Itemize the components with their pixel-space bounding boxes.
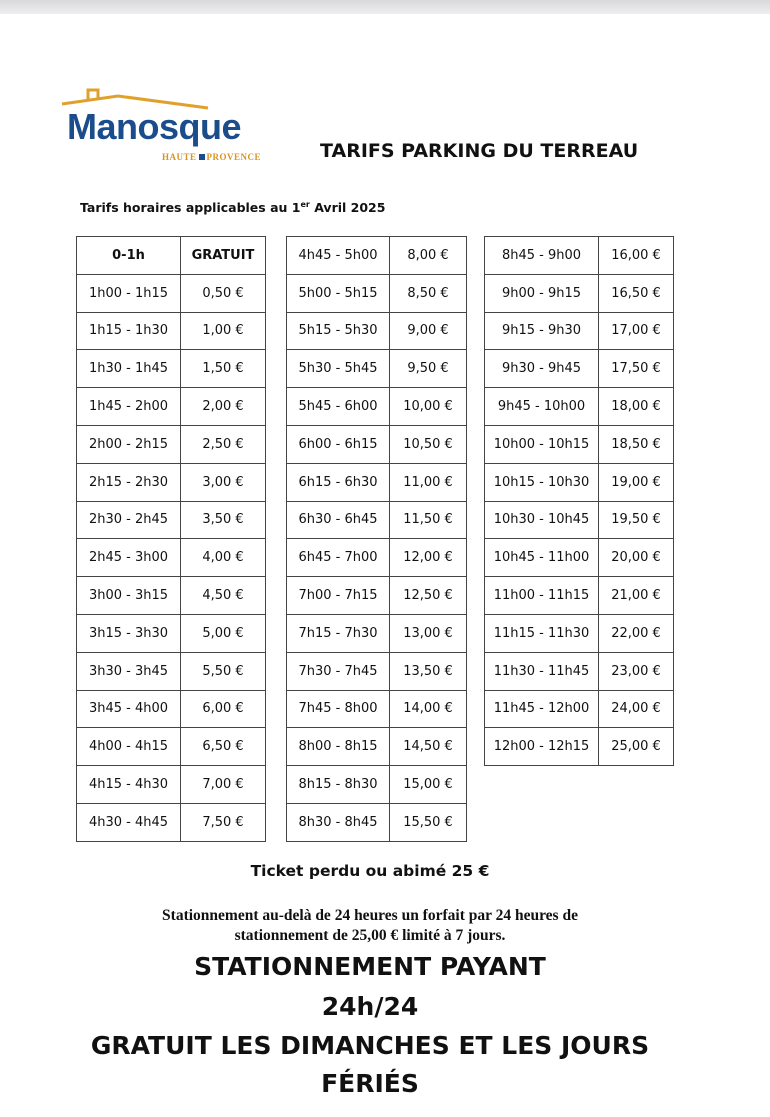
price-cell: GRATUIT	[181, 237, 266, 275]
price-cell: 7,50 €	[181, 803, 266, 841]
table-row	[287, 577, 467, 615]
price-cell: 15,00 €	[390, 766, 467, 804]
table-row	[77, 614, 266, 652]
table-row	[485, 539, 674, 577]
price-cell: 12,50 €	[390, 577, 467, 615]
duration-cell: 9h00 - 9h15	[485, 274, 599, 312]
price-cell: 8,50 €	[390, 274, 467, 312]
price-cell: 2,00 €	[181, 388, 266, 426]
price-cell: 23,00 €	[599, 652, 674, 690]
page-title: TARIFS PARKING DU TERREAU	[320, 140, 639, 162]
price-cell: 10,00 €	[390, 388, 467, 426]
table-row	[287, 425, 467, 463]
price-cell: 16,00 €	[599, 237, 674, 275]
table-row	[77, 690, 266, 728]
table-row	[287, 274, 467, 312]
duration-cell: 8h15 - 8h30	[287, 766, 390, 804]
price-cell: 18,00 €	[599, 388, 674, 426]
price-cell: 3,00 €	[181, 463, 266, 501]
duration-cell: 9h15 - 9h30	[485, 312, 599, 350]
duration-cell: 6h15 - 6h30	[287, 463, 390, 501]
tariff-table-1	[76, 236, 266, 842]
duration-cell: 7h15 - 7h30	[287, 614, 390, 652]
price-cell: 1,00 €	[181, 312, 266, 350]
table-row	[485, 350, 674, 388]
tariff-table-2	[286, 236, 467, 842]
table-row	[77, 274, 266, 312]
duration-cell: 8h30 - 8h45	[287, 803, 390, 841]
table-row	[287, 350, 467, 388]
duration-cell: 2h15 - 2h30	[77, 463, 181, 501]
duration-cell: 11h45 - 12h00	[485, 690, 599, 728]
table-row	[485, 463, 674, 501]
lost-ticket-notice: Ticket perdu ou abimé 25 €	[250, 862, 490, 880]
tariff-table-3	[484, 236, 674, 766]
duration-cell: 8h00 - 8h15	[287, 728, 390, 766]
subtitle-date: Avril 2025	[309, 200, 386, 215]
duration-cell: 1h00 - 1h15	[77, 274, 181, 312]
price-cell: 19,50 €	[599, 501, 674, 539]
table-row	[287, 388, 467, 426]
price-cell: 7,00 €	[181, 766, 266, 804]
price-cell: 1,50 €	[181, 350, 266, 388]
table-row	[485, 312, 674, 350]
price-cell: 9,00 €	[390, 312, 467, 350]
price-cell: 19,00 €	[599, 463, 674, 501]
subtitle-superscript: er	[300, 200, 310, 209]
table-row	[77, 350, 266, 388]
price-cell: 10,50 €	[390, 425, 467, 463]
price-cell: 14,50 €	[390, 728, 467, 766]
table-row	[77, 501, 266, 539]
duration-cell: 5h30 - 5h45	[287, 350, 390, 388]
price-cell: 6,00 €	[181, 690, 266, 728]
duration-cell: 1h15 - 1h30	[77, 312, 181, 350]
page-subtitle	[80, 200, 385, 215]
subtitle-text: Tarifs horaires applicables au 1	[80, 200, 301, 215]
price-cell: 2,50 €	[181, 425, 266, 463]
price-cell: 17,00 €	[599, 312, 674, 350]
table-row	[287, 539, 467, 577]
table-row	[287, 728, 467, 766]
duration-cell: 8h45 - 9h00	[485, 237, 599, 275]
table-row	[77, 766, 266, 804]
table-row	[485, 274, 674, 312]
duration-cell: 6h45 - 7h00	[287, 539, 390, 577]
table-row	[287, 652, 467, 690]
price-cell: 5,00 €	[181, 614, 266, 652]
price-cell: 16,50 €	[599, 274, 674, 312]
table-row	[485, 501, 674, 539]
table-row	[485, 690, 674, 728]
table-row	[77, 463, 266, 501]
table-row	[485, 577, 674, 615]
paid-parking-heading: STATIONNEMENT PAYANT	[194, 952, 546, 981]
price-cell: 13,00 €	[390, 614, 467, 652]
duration-cell: 11h30 - 11h45	[485, 652, 599, 690]
table-row	[287, 463, 467, 501]
duration-cell: 4h45 - 5h00	[287, 237, 390, 275]
duration-cell: 3h15 - 3h30	[77, 614, 181, 652]
duration-cell: 3h00 - 3h15	[77, 577, 181, 615]
duration-cell: 11h00 - 11h15	[485, 577, 599, 615]
table-row	[77, 425, 266, 463]
price-cell: 14,00 €	[390, 690, 467, 728]
table-row	[287, 614, 467, 652]
table-row	[77, 388, 266, 426]
duration-cell: 5h45 - 6h00	[287, 388, 390, 426]
note-line-1: Stationnement au-delà de 24 heures un forfait par 24 heures de	[162, 907, 578, 924]
duration-cell: 9h45 - 10h00	[485, 388, 599, 426]
table-row	[77, 803, 266, 841]
price-cell: 4,50 €	[181, 577, 266, 615]
table-row	[485, 425, 674, 463]
table-row	[287, 501, 467, 539]
duration-cell: 1h30 - 1h45	[77, 350, 181, 388]
price-cell: 4,00 €	[181, 539, 266, 577]
table-row	[485, 237, 674, 275]
duration-cell: 4h30 - 4h45	[77, 803, 181, 841]
price-cell: 5,50 €	[181, 652, 266, 690]
duration-cell: 5h15 - 5h30	[287, 312, 390, 350]
duration-cell: 2h00 - 2h15	[77, 425, 181, 463]
price-cell: 8,00 €	[390, 237, 467, 275]
table-row	[77, 312, 266, 350]
window-top-bar	[0, 0, 770, 14]
price-cell: 25,00 €	[599, 728, 674, 766]
price-cell: 13,50 €	[390, 652, 467, 690]
table-row	[77, 237, 266, 275]
duration-cell: 6h30 - 6h45	[287, 501, 390, 539]
table-row	[485, 614, 674, 652]
price-cell: 22,00 €	[599, 614, 674, 652]
table-row	[287, 766, 467, 804]
holidays-heading: FÉRIÉS	[321, 1069, 419, 1098]
logo-sub-left: HAUTE	[162, 152, 197, 162]
free-days-heading: GRATUIT LES DIMANCHES ET LES JOURS	[90, 1031, 650, 1060]
duration-cell: 10h45 - 11h00	[485, 539, 599, 577]
table-row	[287, 690, 467, 728]
logo-wordmark: Manosque	[67, 106, 242, 147]
table-row	[287, 237, 467, 275]
duration-cell: 7h00 - 7h15	[287, 577, 390, 615]
long-stay-note	[100, 906, 640, 946]
duration-cell: 4h00 - 4h15	[77, 728, 181, 766]
price-cell: 15,50 €	[390, 803, 467, 841]
table-row	[287, 803, 467, 841]
price-cell: 24,00 €	[599, 690, 674, 728]
table-row	[485, 728, 674, 766]
duration-cell: 6h00 - 6h15	[287, 425, 390, 463]
table-row	[77, 539, 266, 577]
logo-subtitle	[162, 152, 261, 162]
table-row	[485, 388, 674, 426]
duration-cell: 2h45 - 3h00	[77, 539, 181, 577]
duration-cell: 1h45 - 2h00	[77, 388, 181, 426]
duration-cell: 7h45 - 8h00	[287, 690, 390, 728]
table-row	[77, 577, 266, 615]
price-cell: 21,00 €	[599, 577, 674, 615]
price-cell: 17,50 €	[599, 350, 674, 388]
hours-heading: 24h/24	[321, 992, 419, 1021]
price-cell: 20,00 €	[599, 539, 674, 577]
duration-cell: 3h45 - 4h00	[77, 690, 181, 728]
duration-cell: 3h30 - 3h45	[77, 652, 181, 690]
table-row	[287, 312, 467, 350]
duration-cell: 10h00 - 10h15	[485, 425, 599, 463]
table-row	[485, 652, 674, 690]
price-cell: 0,50 €	[181, 274, 266, 312]
note-line-2: stationnement de 25,00 € limité à 7 jours.	[234, 927, 506, 944]
duration-cell: 12h00 - 12h15	[485, 728, 599, 766]
duration-cell: 10h15 - 10h30	[485, 463, 599, 501]
duration-cell: 5h00 - 5h15	[287, 274, 390, 312]
logo-separator	[199, 154, 205, 160]
duration-cell: 11h15 - 11h30	[485, 614, 599, 652]
duration-cell: 4h15 - 4h30	[77, 766, 181, 804]
price-cell: 9,50 €	[390, 350, 467, 388]
duration-cell: 9h30 - 9h45	[485, 350, 599, 388]
price-cell: 11,00 €	[390, 463, 467, 501]
table-row	[77, 652, 266, 690]
price-cell: 12,00 €	[390, 539, 467, 577]
price-cell: 11,50 €	[390, 501, 467, 539]
manosque-logo	[58, 82, 278, 166]
price-cell: 3,50 €	[181, 501, 266, 539]
duration-cell: 2h30 - 2h45	[77, 501, 181, 539]
duration-cell: 0-1h	[77, 237, 181, 275]
price-cell: 18,50 €	[599, 425, 674, 463]
price-cell: 6,50 €	[181, 728, 266, 766]
duration-cell: 7h30 - 7h45	[287, 652, 390, 690]
logo-sub-right: PROVENCE	[206, 152, 262, 162]
table-row	[77, 728, 266, 766]
duration-cell: 10h30 - 10h45	[485, 501, 599, 539]
